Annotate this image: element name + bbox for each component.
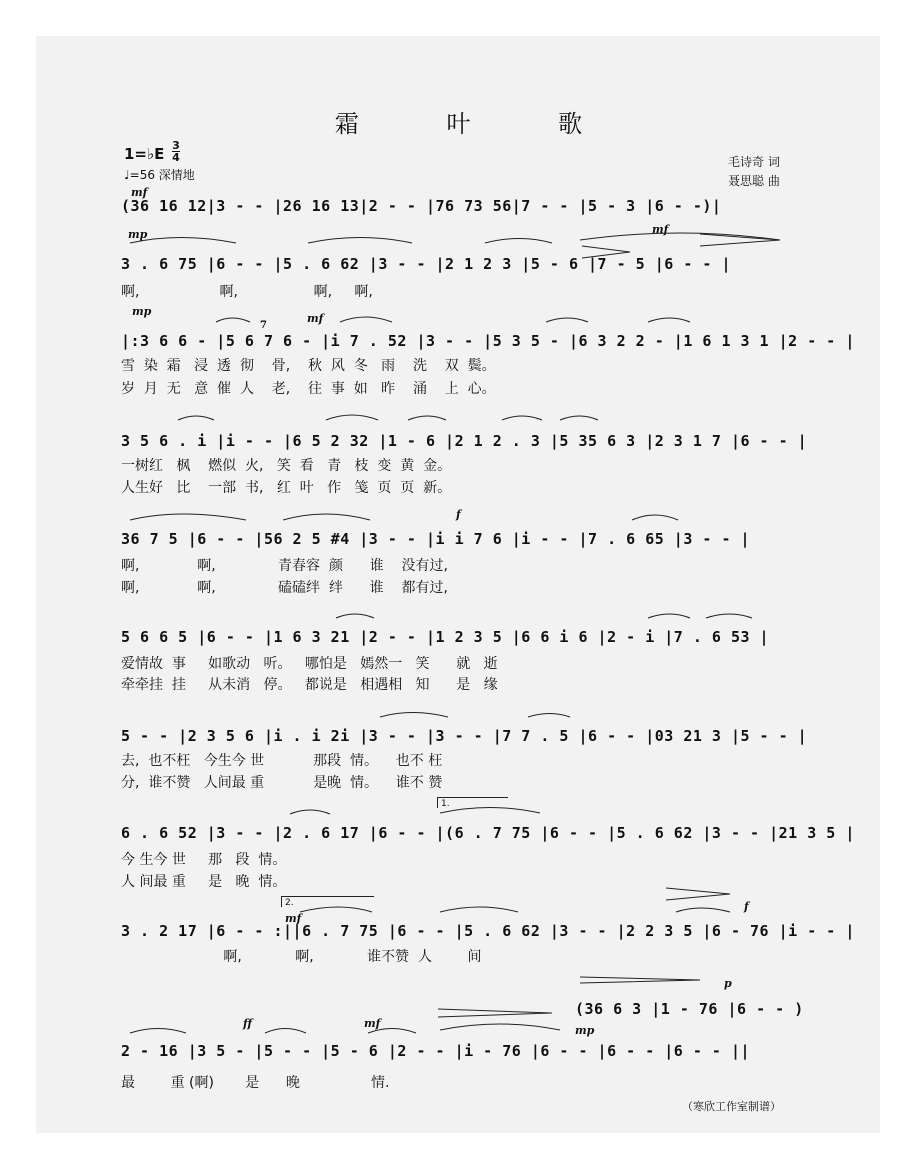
slur <box>265 1029 306 1034</box>
dynamic-mark: mf <box>307 312 324 325</box>
slur <box>676 908 730 912</box>
crescendo-hairpin <box>580 977 700 983</box>
dynamic-mark: f <box>744 900 749 913</box>
slur <box>408 416 446 420</box>
slur <box>130 1029 186 1034</box>
crescendo-hairpin <box>582 246 630 258</box>
key-signature: 1=♭E <box>124 145 165 163</box>
engraver-credit: （寒欣工作室制谱） <box>682 1100 781 1113</box>
tempo-marking: ♩=56 深情地 <box>124 168 195 182</box>
coda-bracket: (36 6 3 |1 - 76 |6 - - ) <box>575 1000 804 1018</box>
song-title: 霜 叶 歌 <box>334 110 623 138</box>
lyrics-verse-2: 人生好 比 一部 书, 红 叶 作 笺 页 页 新。 <box>121 480 452 496</box>
slur <box>290 810 330 814</box>
dynamic-mark: p <box>724 977 732 990</box>
dynamic-mark: mp <box>132 305 152 318</box>
slur <box>130 514 246 520</box>
crescendo-hairpin <box>438 1009 552 1017</box>
dynamic-mark: mf <box>131 186 148 199</box>
notation-row: |:3 6 6 - |5 6 7 6 - |i 7 . 52 |3 - - |5 3 5 - |6 3 2 2 - |1 6 1 3 1 |2 - - | <box>121 332 855 350</box>
lyrics-verse-1: 啊, 啊, 啊, 啊, <box>121 284 373 300</box>
slur <box>440 808 540 814</box>
lyrics-verse-2: 分, 谁不赞 人间最 重 是晚 情。 谁不 赞 <box>121 775 443 791</box>
slur <box>648 614 690 618</box>
time-bottom: 4 <box>172 151 180 164</box>
lyrics-verse-1: 去, 也不枉 今生今 世 那段 情。 也不 枉 <box>121 753 443 769</box>
slur <box>560 416 598 420</box>
notation-row: (36 16 12|3 - - |26 16 13|2 - - |76 73 56|7 - - |5 - 3 |6 - -)| <box>121 197 722 215</box>
lyrics-verse-1: 爱情故 事 如歌动 听。 哪怕是 嫣然一 笑 就 逝 <box>121 656 498 672</box>
slur <box>580 233 780 240</box>
slur <box>502 416 542 420</box>
slur <box>300 907 372 912</box>
lyrics-verse-2: 人 间最 重 是 晚 情。 <box>121 874 287 890</box>
volta-label: 2. <box>285 898 294 908</box>
slur <box>308 238 412 244</box>
lyrics-verse-2: 牵牵挂 挂 从未消 停。 都说是 相遇相 知 是 缘 <box>121 677 498 693</box>
notation-row: 3 5 6 . i |i - - |6 5 2 32 |1 - 6 |2 1 2 . 3 |5 35 6 3 |2 3 1 7 |6 - - | <box>121 432 808 450</box>
dynamic-mark: mf <box>285 912 302 925</box>
slur <box>326 415 378 420</box>
time-top: 3 <box>172 139 180 152</box>
slur <box>368 1029 416 1034</box>
volta-label: 1. <box>441 799 450 809</box>
slur <box>440 907 518 912</box>
slur <box>546 318 588 322</box>
dynamic-mark: mf <box>364 1017 381 1030</box>
slur <box>178 416 214 420</box>
slur <box>283 514 370 520</box>
lyrics-verse-2: 啊, 啊, 磕磕绊 绊 谁 都有过, <box>121 580 448 596</box>
lyricist-credit: 毛诗奇 词 <box>728 155 780 169</box>
lyrics-verse-1: 最 重 (啊) 是 晚 情. <box>121 1075 390 1091</box>
dynamic-mark: mp <box>128 228 148 241</box>
dynamic-mark: ff <box>243 1017 253 1030</box>
dynamic-mark: f <box>456 508 461 521</box>
slur <box>528 714 570 718</box>
lyrics-verse-1: 一树红 枫 燃似 火, 笑 看 青 枝 变 黄 金。 <box>121 458 452 474</box>
slur <box>130 238 236 244</box>
slur <box>340 317 392 322</box>
lyrics-verse-1: 雪 染 霜 浸 透 彻 骨, 秋 风 冬 雨 洗 双 鬓。 <box>121 358 496 374</box>
lyrics-verse-1: 啊, 啊, 青春容 颜 谁 没有过, <box>121 558 448 574</box>
grace-note: 7 <box>260 320 267 331</box>
notation-row: 36 7 5 |6 - - |56 2 5 #4 |3 - - |i i 7 6 |i - - |7 . 6 65 |3 - - | <box>121 530 751 548</box>
crescendo-hairpin <box>666 888 730 900</box>
notation-row: 5 6 6 5 |6 - - |1 6 3 21 |2 - - |1 2 3 5 |6 6 i 6 |2 - i |7 . 6 53 | <box>121 628 770 646</box>
slur <box>485 239 552 244</box>
lyrics-verse-2: 岁 月 无 意 催 人 老, 往 事 如 昨 涌 上 心。 <box>121 381 496 397</box>
slur <box>706 614 752 618</box>
notation-row: 6 . 6 52 |3 - - |2 . 6 17 |6 - - |(6 . 7 75 |6 - - |5 . 6 62 |3 - - |21 3 5 | <box>121 824 855 842</box>
notation-row: 3 . 6 75 |6 - - |5 . 6 62 |3 - - |2 1 2 3 |5 - 6 |7 - 5 |6 - - | <box>121 255 731 273</box>
slur <box>380 713 448 718</box>
slur <box>632 515 678 520</box>
notation-row: 2 - 16 |3 5 - |5 - - |5 - 6 |2 - - |i - 76 |6 - - |6 - - |6 - - || <box>121 1042 751 1060</box>
notation-row: 3 . 2 17 |6 - - :||6 . 7 75 |6 - - |5 . 6 62 |3 - - |2 2 3 5 |6 - 76 |i - - | <box>121 922 855 940</box>
notation-row: 5 - - |2 3 5 6 |i . i 2i |3 - - |3 - - |7 7 . 5 |6 - - |03 21 3 |5 - - | <box>121 727 808 745</box>
dynamic-mark: mp <box>575 1024 595 1037</box>
slur <box>648 318 690 322</box>
composer-credit: 聂思聪 曲 <box>728 174 780 188</box>
dynamic-mark: mf <box>652 223 669 236</box>
lyrics-verse-1: 今 生今 世 那 段 情。 <box>121 852 287 868</box>
slur <box>440 1024 560 1030</box>
slur <box>336 614 374 618</box>
lyrics-verse-1: 啊, 啊, 谁不赞 人 间 <box>121 949 482 965</box>
slur <box>216 318 250 322</box>
